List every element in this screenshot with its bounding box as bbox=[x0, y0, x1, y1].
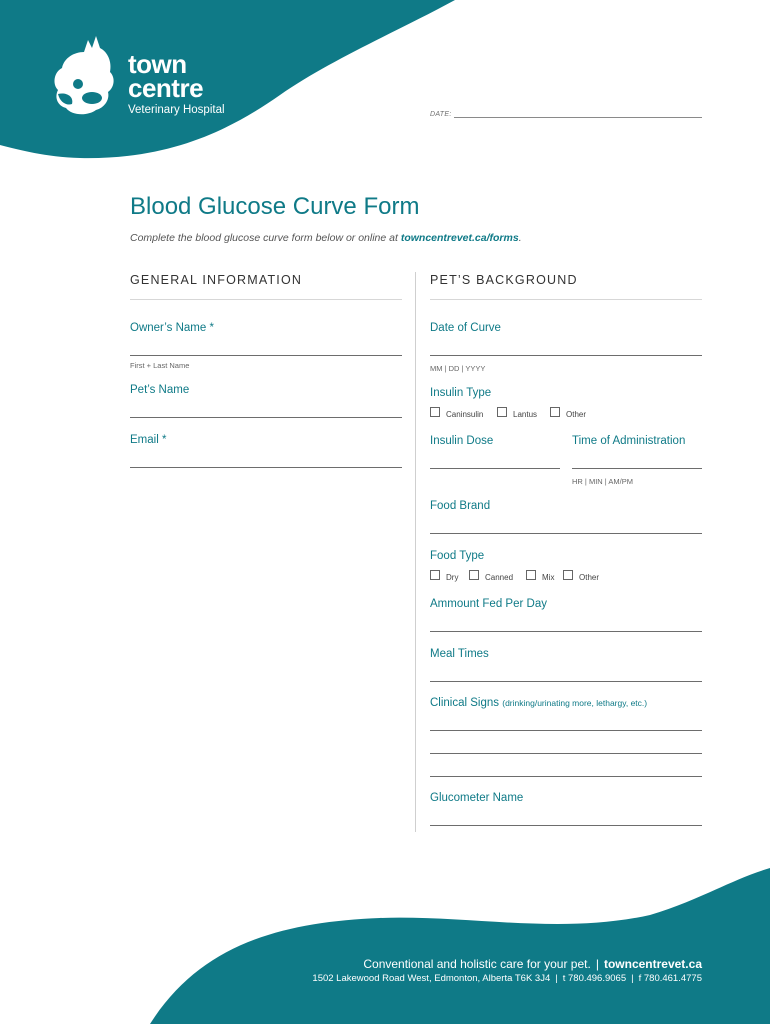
food-dry-checkbox[interactable] bbox=[430, 570, 440, 580]
general-rule bbox=[130, 299, 402, 300]
glucometer-label: Glucometer Name bbox=[430, 792, 524, 804]
footer-contact: 1502 Lakewood Road West, Edmonton, Alberta T6K 3J4 | t 780.496.9065 | f 780.461.4775 bbox=[312, 973, 702, 984]
food-canned-checkbox[interactable] bbox=[469, 570, 479, 580]
clinical-label bbox=[430, 697, 647, 709]
clinical-hint: (drinking/urinating more, lethargy, etc.) bbox=[502, 698, 648, 708]
owner-hint: First + Last Name bbox=[130, 361, 190, 370]
date-curve-hint: MM | DD | YYYY bbox=[430, 364, 486, 373]
email-field[interactable] bbox=[130, 467, 402, 468]
clinical-field-2[interactable] bbox=[430, 753, 702, 754]
insulin-caninsulin-label: Caninsulin bbox=[446, 410, 484, 419]
footer-fax: f 780.461.4775 bbox=[638, 973, 702, 984]
food-brand-field[interactable] bbox=[430, 533, 702, 534]
footer-site-link[interactable]: towncentrevet.ca bbox=[603, 957, 702, 971]
insulin-caninsulin-checkbox[interactable] bbox=[430, 407, 440, 417]
food-mix-label: Mix bbox=[542, 573, 555, 582]
email-label: Email * bbox=[130, 434, 167, 446]
insulin-other-checkbox[interactable] bbox=[550, 407, 560, 417]
insulin-lantus-checkbox[interactable] bbox=[497, 407, 507, 417]
clinical-label-text: Clinical Signs bbox=[430, 697, 500, 709]
date-label: DATE: bbox=[430, 111, 452, 118]
brand-line1: town bbox=[128, 49, 187, 79]
time-admin-hint: HR | MIN | AM/PM bbox=[572, 477, 633, 486]
date-line[interactable] bbox=[454, 108, 702, 118]
owner-label: Owner’s Name * bbox=[130, 322, 214, 334]
brand-line2: centre bbox=[128, 73, 204, 103]
date-curve-label: Date of Curve bbox=[430, 322, 501, 334]
owner-field[interactable] bbox=[130, 355, 402, 356]
brand-wordmark bbox=[128, 49, 225, 116]
food-canned-label: Canned bbox=[485, 573, 514, 582]
footer-phone: t 780.496.9065 bbox=[562, 973, 627, 984]
food-other-checkbox[interactable] bbox=[563, 570, 573, 580]
insulin-dose-label: Insulin Dose bbox=[430, 435, 494, 447]
insulin-type-label: Insulin Type bbox=[430, 387, 492, 399]
date-field[interactable] bbox=[430, 108, 702, 118]
brand-line3: Veterinary Hospital bbox=[128, 104, 225, 116]
page-subtitle bbox=[130, 232, 522, 244]
food-brand-label: Food Brand bbox=[430, 500, 491, 512]
insulin-lantus-label: Lantus bbox=[513, 410, 538, 419]
food-mix-checkbox[interactable] bbox=[526, 570, 536, 580]
column-divider bbox=[415, 272, 416, 832]
background-rule bbox=[430, 299, 702, 300]
footer-tagline: Conventional and holistic care for your pet. | towncentrevet.ca bbox=[363, 957, 702, 971]
insulin-dose-field[interactable] bbox=[430, 468, 560, 469]
insulin-other-label: Other bbox=[566, 410, 587, 419]
time-admin-label: Time of Administration bbox=[572, 435, 686, 447]
subtitle-end: . bbox=[518, 232, 522, 244]
food-type-label: Food Type bbox=[430, 550, 485, 562]
footer-wave bbox=[150, 868, 770, 1024]
background-heading: PET’S BACKGROUND bbox=[430, 273, 578, 287]
meal-label: Meal Times bbox=[430, 648, 489, 660]
time-admin-field[interactable] bbox=[572, 468, 702, 469]
glucometer-field[interactable] bbox=[430, 825, 702, 826]
food-dry-label: Dry bbox=[446, 573, 459, 582]
footer-address: 1502 Lakewood Road West, Edmonton, Alberta T6K 3J4 bbox=[312, 973, 551, 984]
subtitle-text: Complete the blood glucose curve form below or online at bbox=[130, 232, 401, 244]
pet-label: Pet’s Name bbox=[130, 384, 190, 396]
clinical-field-3[interactable] bbox=[430, 776, 702, 777]
amount-field[interactable] bbox=[430, 631, 702, 632]
date-curve-field[interactable] bbox=[430, 355, 702, 356]
general-heading: GENERAL INFORMATION bbox=[130, 273, 303, 287]
meal-field[interactable] bbox=[430, 681, 702, 682]
pet-field[interactable] bbox=[130, 417, 402, 418]
amount-label: Ammount Fed Per Day bbox=[430, 598, 547, 610]
forms-link[interactable]: towncentrevet.ca/forms bbox=[400, 232, 519, 244]
clinical-field-1[interactable] bbox=[430, 730, 702, 731]
footer-tagline-text: Conventional and holistic care for your pet. bbox=[363, 957, 591, 971]
food-other-label: Other bbox=[579, 573, 600, 582]
page-title: Blood Glucose Curve Form bbox=[130, 193, 420, 220]
